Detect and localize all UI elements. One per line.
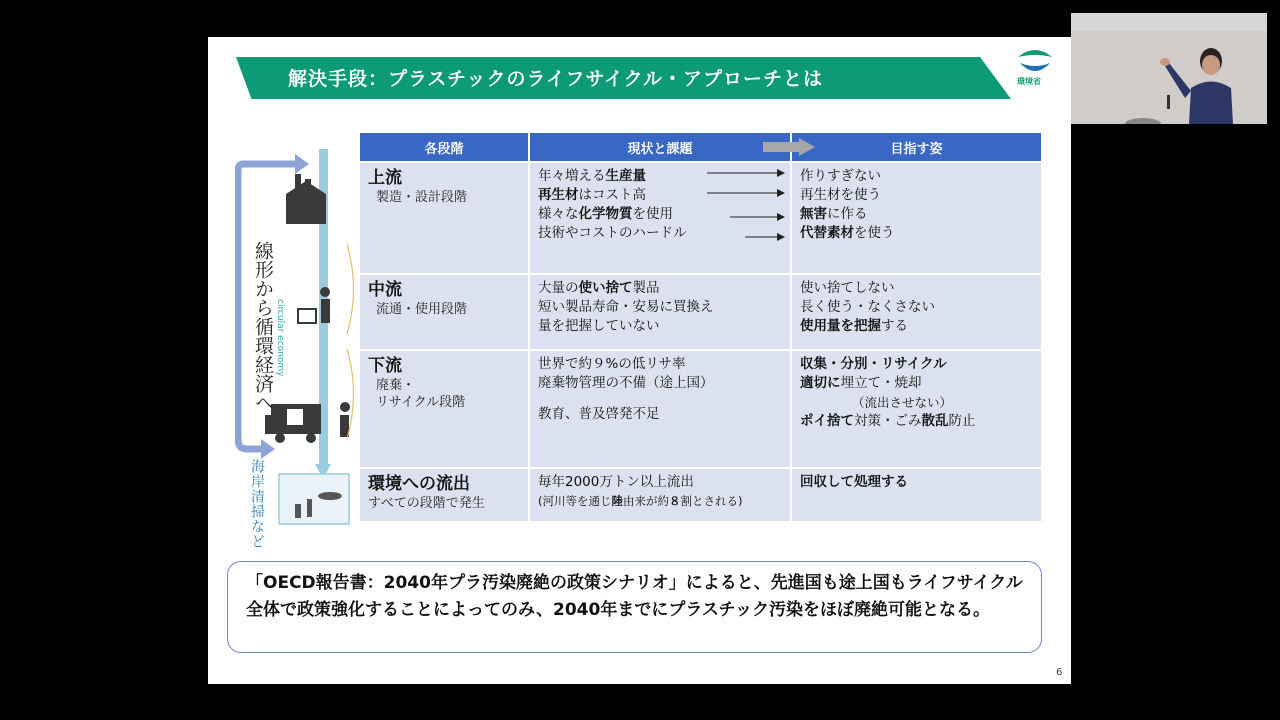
issue-item: 量を把握していない xyxy=(538,318,660,334)
goals-cell-downstream xyxy=(792,351,1041,467)
stage-name: 下流 xyxy=(368,356,402,376)
arrows-icon xyxy=(705,169,787,249)
stage-sub: 製造・設計段階 xyxy=(376,190,468,205)
goal-item: 使い捨てしない xyxy=(800,280,895,296)
linear-to-circular-label: 線形から循環経済へ xyxy=(252,241,274,412)
stage-cell-midstream xyxy=(360,275,528,349)
goal-item: ポイ捨て対策・ごみ散乱防止 xyxy=(800,413,976,429)
stage-cell-upstream xyxy=(360,163,528,273)
lifecycle-diagram xyxy=(235,149,355,569)
logo-label: 環境省 xyxy=(1017,77,1041,86)
issue-item: 技術やコストのハードル xyxy=(538,225,687,241)
goal-item: 無害に作る xyxy=(800,206,868,222)
stage-sub: リサイクル段階 xyxy=(376,395,466,410)
issue-item: 廃棄物管理の不備（途上国） xyxy=(538,375,714,391)
stage-name: 上流 xyxy=(368,168,402,188)
goal-item: 使用量を把握する xyxy=(800,318,908,334)
issue-item: 教育、普及啓発不足 xyxy=(538,406,660,422)
goal-item: 適切に埋立て・焼却 xyxy=(800,375,922,391)
beach-cleaning-label: 海岸清掃など xyxy=(249,459,265,549)
stage-sub: 流通・使用段階 xyxy=(376,302,468,317)
issue-item: (河川等を通じ陸由来が約８割とされる) xyxy=(538,494,743,508)
slide-title: 解決手段：プラスチックのライフサイクル・アプローチとは xyxy=(288,68,824,90)
stage-cell-leakage xyxy=(360,469,528,521)
stage-name: 環境への流出 xyxy=(368,474,470,494)
issues-cell-midstream xyxy=(530,275,790,349)
header-issues: 現状と課題 xyxy=(530,133,790,161)
stage-sub: すべての段階で発生 xyxy=(368,496,485,511)
issue-item: 年々増える生産量 xyxy=(538,168,646,184)
stage-sub: 廃棄・ xyxy=(376,378,416,393)
goals-cell-upstream xyxy=(792,163,1041,273)
issue-item: 短い製品寿命・安易に買換え xyxy=(538,299,714,315)
header-goals: 目指す姿 xyxy=(792,133,1041,161)
header-arrow-icon xyxy=(763,138,815,156)
issue-item: 世界で約９%の低リサ率 xyxy=(538,356,686,372)
issue-item: 様々な化学物質を使用 xyxy=(538,206,673,222)
presentation-slide xyxy=(208,37,1071,684)
goal-item: 代替素材を使う xyxy=(800,225,895,241)
oecd-callout: 「OECD報告書：2040年プラ汚染廃絶の政策シナリオ」によると、先進国も途上国もライフサイクル全体で政策強化することによってのみ、2040年までにプラスチック汚染をほぼ廃絶可能となる。 xyxy=(227,561,1042,653)
goal-item: 再生材を使う xyxy=(800,187,881,203)
circular-economy-label: circular economy xyxy=(275,299,285,377)
goal-item: 長く使う・なくさない xyxy=(800,299,935,315)
issues-cell-upstream xyxy=(530,163,790,273)
goal-item: 回収して処理する xyxy=(800,474,908,490)
goals-cell-midstream xyxy=(792,275,1041,349)
goals-cell-leakage xyxy=(792,469,1041,521)
header-stage: 各段階 xyxy=(360,133,528,161)
issue-item: 毎年2000万トン以上流出 xyxy=(538,474,694,490)
goal-item: 作りすぎない xyxy=(800,168,881,184)
stage-name: 中流 xyxy=(368,280,402,300)
issue-item: 大量の使い捨て製品 xyxy=(538,280,660,296)
issues-cell-leakage xyxy=(530,469,790,521)
presenter-video xyxy=(1071,13,1267,124)
issue-item: 再生材はコスト高 xyxy=(538,187,646,203)
page-number: 6 xyxy=(1056,667,1063,678)
goal-item: 収集・分別・リサイクル xyxy=(800,356,947,372)
goal-item: （流出させない） xyxy=(852,395,953,410)
stage-cell-downstream xyxy=(360,351,528,467)
issues-cell-downstream xyxy=(530,351,790,467)
